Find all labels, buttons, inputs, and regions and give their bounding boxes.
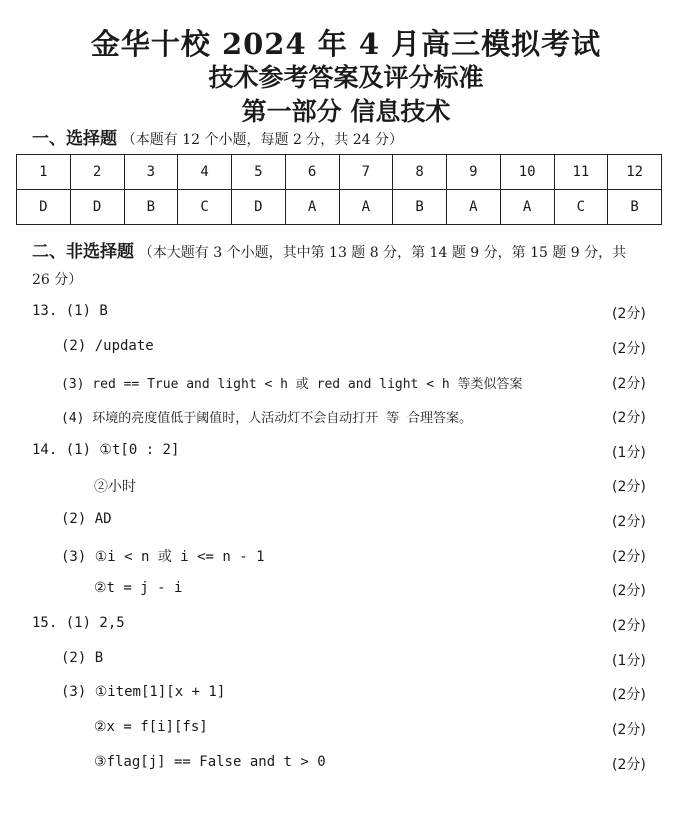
answer-14-3: (3) ①i < n 或 i <= n - 1: [61, 549, 265, 565]
question-number: 1: [17, 155, 71, 190]
score: (2分): [612, 722, 646, 738]
score: (1分): [612, 653, 646, 669]
question-number: 9: [447, 155, 501, 190]
section-2-note: （本大题有 3 个小题，其中第 13 题 8 分，第 14 题 9 分，第 15 题 9 分，共: [138, 245, 627, 261]
answer-14-3-2: ②t = j - i: [94, 580, 183, 596]
answer-cell: C: [554, 190, 608, 225]
exam-title: 金华十校 2024 年 4 月高三模拟考试: [90, 27, 602, 61]
choice-answer-table: [16, 154, 662, 225]
answer-cell: D: [232, 190, 286, 225]
question-number-row: [17, 155, 662, 190]
section-2-heading: 二、非选择题: [32, 242, 134, 262]
answer-13-3: (3) red == True and light < h 或 red and light < h 等类似答案: [61, 377, 523, 392]
score: (2分): [612, 341, 646, 357]
score: (2分): [612, 549, 646, 565]
answer-cell: D: [17, 190, 71, 225]
answer-13-2: (2) /update: [61, 338, 154, 354]
answer-13-4: (4) 环境的亮度值低于阈值时，人活动灯不会自动打开 等 合理答案。: [61, 411, 472, 426]
section-2-header: [32, 237, 626, 262]
answer-cell: D: [70, 190, 124, 225]
answer-cell: B: [608, 190, 662, 225]
score: (2分): [612, 514, 646, 530]
question-number: 2: [70, 155, 124, 190]
section-1-heading: 一、选择题: [32, 129, 117, 149]
question-number: 7: [339, 155, 393, 190]
answer-14-1-2: ②小时: [94, 479, 136, 495]
score: (2分): [612, 757, 646, 773]
answer-13-1: 13. (1) B: [32, 303, 108, 319]
question-number: 8: [393, 155, 447, 190]
section-1-note: （本题有 12 个小题，每题 2 分，共 24 分）: [121, 132, 404, 148]
answer-cell: A: [285, 190, 339, 225]
question-number: 3: [124, 155, 178, 190]
answer-14-2: (2) AD: [61, 511, 112, 527]
answer-row: [17, 190, 662, 225]
question-number: 12: [608, 155, 662, 190]
score: (2分): [612, 583, 646, 599]
question-number: 5: [232, 155, 286, 190]
score: (1分): [612, 445, 646, 461]
answer-15-3: (3) ①item[1][x + 1]: [61, 684, 226, 700]
score: (2分): [612, 410, 646, 426]
question-number: 11: [554, 155, 608, 190]
answer-cell: A: [339, 190, 393, 225]
section-1-header: [32, 124, 403, 149]
answer-15-3-2: ②x = f[i][fs]: [94, 719, 208, 735]
score: (2分): [612, 306, 646, 322]
answer-15-2: (2) B: [61, 650, 104, 666]
answer-cell: A: [447, 190, 501, 225]
answer-cell: B: [124, 190, 178, 225]
question-number: 6: [285, 155, 339, 190]
part-title: 第一部分 信息技术: [241, 97, 451, 126]
answer-14-1: 14. (1) ①t[0 : 2]: [32, 442, 180, 458]
answer-cell: C: [178, 190, 232, 225]
answer-cell: B: [393, 190, 447, 225]
exam-subtitle: 技术参考答案及评分标准: [208, 63, 484, 92]
score: (2分): [612, 376, 646, 392]
score: (2分): [612, 618, 646, 634]
answer-cell: A: [500, 190, 554, 225]
answer-15-3-3: ③flag[j] == False and t > 0: [94, 754, 326, 770]
answer-15-1: 15. (1) 2,5: [32, 615, 125, 631]
section-2-note-continued: 26 分）: [32, 272, 83, 288]
score: (2分): [612, 687, 646, 703]
question-number: 4: [178, 155, 232, 190]
question-number: 10: [500, 155, 554, 190]
score: (2分): [612, 479, 646, 495]
